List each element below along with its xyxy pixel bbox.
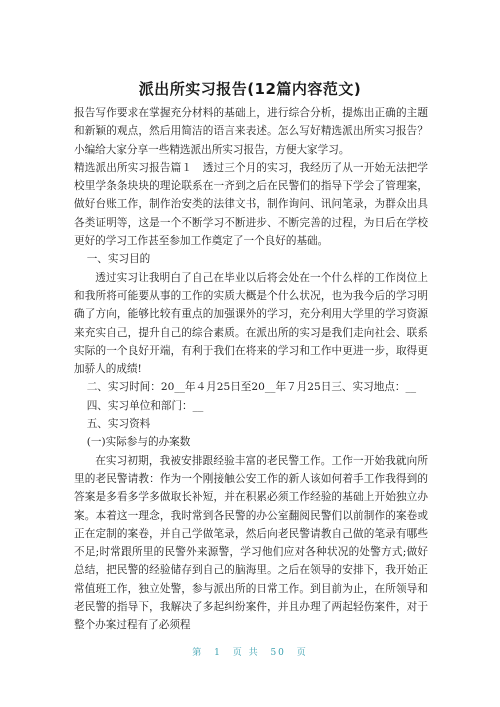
subsection-heading-cases: (一)实际参与的办案数 bbox=[86, 436, 191, 449]
footer-label-post: 页 bbox=[296, 648, 308, 658]
footer-page-current: 1 bbox=[214, 648, 222, 658]
purpose-paragraph: 透过实习让我明白了自己在毕业以后将会处在一个什么样的工作岗位上和我所将可能要从事的工作的实质大概是个什么状况，也为我今后的学习明确了方向，能够比较有重点的加强课外的学习，充分利用大学里的学习资源来充实自己，提升自己的综合素质。在派出所的实习是我们走向社会、联系实际的一个良好开端，有利于我们在将来的学习和工作中更进一步，取得更加骄人的成绩! bbox=[74, 271, 428, 376]
intro-paragraph: 报告写作要求在掌握充分材料的基础上，进行综合分析，提炼出正确的主题和新颖的观点，然后用简洁的语言来表述。怎么写好精选派出所实习报告？小编给大家分享一些精选派出所实习报告，方便大家学习。 bbox=[74, 107, 428, 156]
document-body bbox=[74, 104, 428, 635]
section-heading-materials: 五、实习资料 bbox=[86, 418, 151, 431]
footer-label-mid: 页 共 bbox=[232, 648, 260, 658]
section-heading-time-place: 二、实习时间：20__年４月25日至20__年７月25日三、实习地点：__ bbox=[86, 381, 417, 394]
footer-page-total: 50 bbox=[270, 648, 286, 658]
section-heading-unit: 四、实习单位和部门：__ bbox=[86, 399, 204, 412]
cases-paragraph: 在实习初期，我被安排跟经验丰富的老民警工作。工作一开始我就向所里的老民警请教：作为一个刚接触公安工作的新人该如何着手工作我得到的答案是多看多学多做取长补短，并在积累必须工作经验的基础上开始独立办案。本着这一理念，我时常到各民警的办公室翻阅民警们以前制作的案卷或正在定制的案卷，并自己学做笔录，然后向老民警请教自己做的笔录有哪些不足;时常跟所里的民警外来源警，学习他们应对各种状况的处警方式;做好总结，把民警的经验储存到自己的脑海里。之后在领导的安排下，我开始正常值班工作，独立处警，参与派出所的日常工作。到目前为止，在所领导和老民警的指导下，我解决了多起纠纷案件，并且办理了两起轻伤案件，对于整个办案过程有了必须程 bbox=[74, 454, 428, 632]
document-title: 派出所实习报告(12篇内容范文) bbox=[138, 80, 362, 98]
section-heading-purpose: 一、实习目的 bbox=[86, 253, 151, 266]
footer-label-pre: 第 bbox=[192, 648, 204, 658]
page-footer bbox=[0, 645, 500, 658]
report-paragraph-1: 精选派出所实习报告篇１ 透过三个月的实习，我经历了从一开始无法把学校里学条条块块的理论联系在一齐到之后在民警们的指导下学会了管理案，做好台账工作，制作治安类的法律文书，制作询问、讯问笔录，为群众出具各类证明等，这是一个不断学习不断进步、不断完善的过程，为日后在学校更好的学习工作甚至参加工作奠定了一个良好的基础。 bbox=[74, 161, 428, 248]
